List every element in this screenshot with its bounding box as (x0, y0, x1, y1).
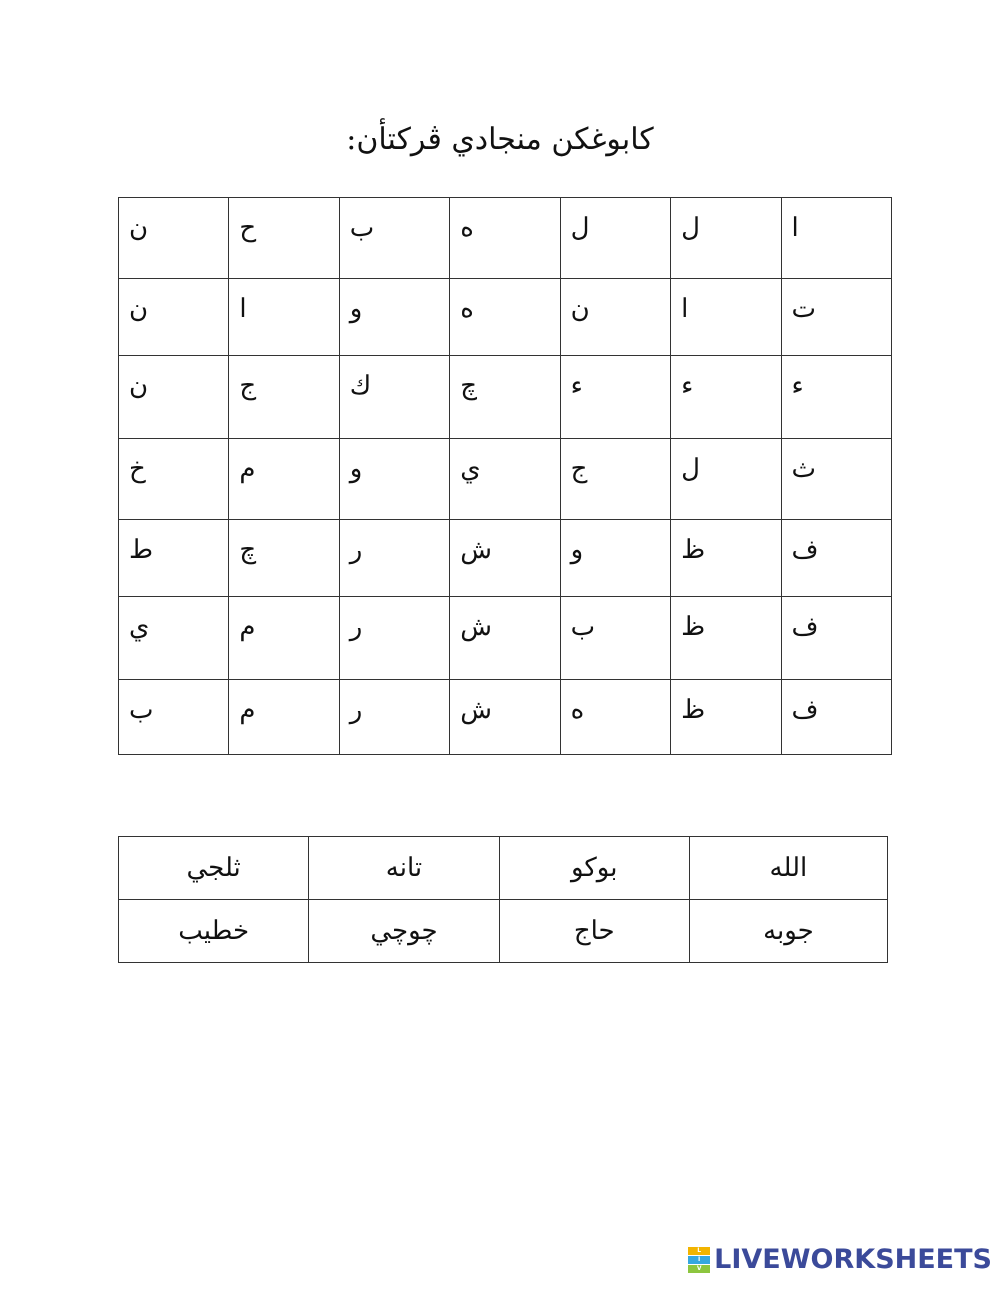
grid-cell[interactable]: و (339, 439, 449, 520)
grid-cell[interactable]: ء (671, 356, 781, 439)
grid-row (119, 680, 892, 755)
grid-cell[interactable]: ط (119, 520, 229, 597)
grid-cell[interactable]: ك (339, 356, 449, 439)
grid-cell[interactable]: ي (450, 439, 560, 520)
grid-cell[interactable]: ف (781, 520, 891, 597)
grid-cell[interactable]: ء (560, 356, 670, 439)
worksheet-title: كابوغكن منجادي ڤركتأن: (346, 122, 654, 157)
word-row (119, 837, 888, 900)
word-cell: حاج (499, 900, 689, 963)
grid-cell[interactable]: ا (671, 279, 781, 356)
grid-cell[interactable]: ش (450, 520, 560, 597)
grid-cell[interactable]: ا (229, 279, 339, 356)
grid-cell[interactable]: ب (119, 680, 229, 755)
logo-letter: V (688, 1265, 710, 1273)
letter-grid (118, 197, 892, 755)
grid-cell[interactable]: ل (671, 198, 781, 279)
grid-cell[interactable]: ح (229, 198, 339, 279)
grid-row (119, 597, 892, 680)
grid-cell[interactable]: م (229, 597, 339, 680)
grid-cell[interactable]: ه (450, 198, 560, 279)
grid-cell[interactable]: ظ (671, 597, 781, 680)
grid-cell[interactable]: ف (781, 680, 891, 755)
grid-cell[interactable]: ت (781, 279, 891, 356)
grid-cell[interactable]: و (560, 520, 670, 597)
word-cell: ثلجي (119, 837, 309, 900)
grid-cell[interactable]: چ (229, 520, 339, 597)
word-row (119, 900, 888, 963)
grid-row (119, 198, 892, 279)
grid-cell[interactable]: ف (781, 597, 891, 680)
grid-cell[interactable]: ه (450, 279, 560, 356)
grid-cell[interactable]: ب (339, 198, 449, 279)
grid-cell[interactable]: ر (339, 680, 449, 755)
grid-cell[interactable]: ج (560, 439, 670, 520)
word-cell: بوكو (499, 837, 689, 900)
grid-cell[interactable]: و (339, 279, 449, 356)
grid-cell[interactable]: ه (560, 680, 670, 755)
word-cell: جوبه (689, 900, 887, 963)
grid-row (119, 356, 892, 439)
liveworksheets-brand[interactable] (688, 1244, 992, 1275)
grid-cell[interactable]: ن (119, 279, 229, 356)
grid-cell[interactable]: ظ (671, 680, 781, 755)
grid-cell[interactable]: ر (339, 520, 449, 597)
logo-letter: I (688, 1256, 710, 1264)
grid-row (119, 279, 892, 356)
grid-cell[interactable]: ظ (671, 520, 781, 597)
word-cell: چوچي (309, 900, 499, 963)
grid-cell[interactable]: ا (781, 198, 891, 279)
word-cell: تانه (309, 837, 499, 900)
logo-letter: L (688, 1247, 710, 1255)
grid-cell[interactable]: چ (450, 356, 560, 439)
brand-name: LIVEWORKSHEETS (714, 1244, 992, 1275)
grid-cell[interactable]: خ (119, 439, 229, 520)
grid-cell[interactable]: ل (671, 439, 781, 520)
grid-cell[interactable]: ي (119, 597, 229, 680)
grid-cell[interactable]: ث (781, 439, 891, 520)
grid-cell[interactable]: ن (560, 279, 670, 356)
grid-row (119, 439, 892, 520)
word-list (118, 836, 888, 963)
grid-cell[interactable]: ش (450, 680, 560, 755)
liveworksheets-logo-icon (688, 1247, 710, 1273)
word-cell: الله (689, 837, 887, 900)
grid-cell[interactable]: م (229, 439, 339, 520)
grid-cell[interactable]: ر (339, 597, 449, 680)
grid-row (119, 520, 892, 597)
grid-cell[interactable]: ل (560, 198, 670, 279)
grid-cell[interactable]: ء (781, 356, 891, 439)
grid-cell[interactable]: ج (229, 356, 339, 439)
grid-cell[interactable]: ب (560, 597, 670, 680)
grid-cell[interactable]: ش (450, 597, 560, 680)
grid-cell[interactable]: ن (119, 356, 229, 439)
grid-cell[interactable]: ن (119, 198, 229, 279)
grid-cell[interactable]: م (229, 680, 339, 755)
word-cell: خطيب (119, 900, 309, 963)
